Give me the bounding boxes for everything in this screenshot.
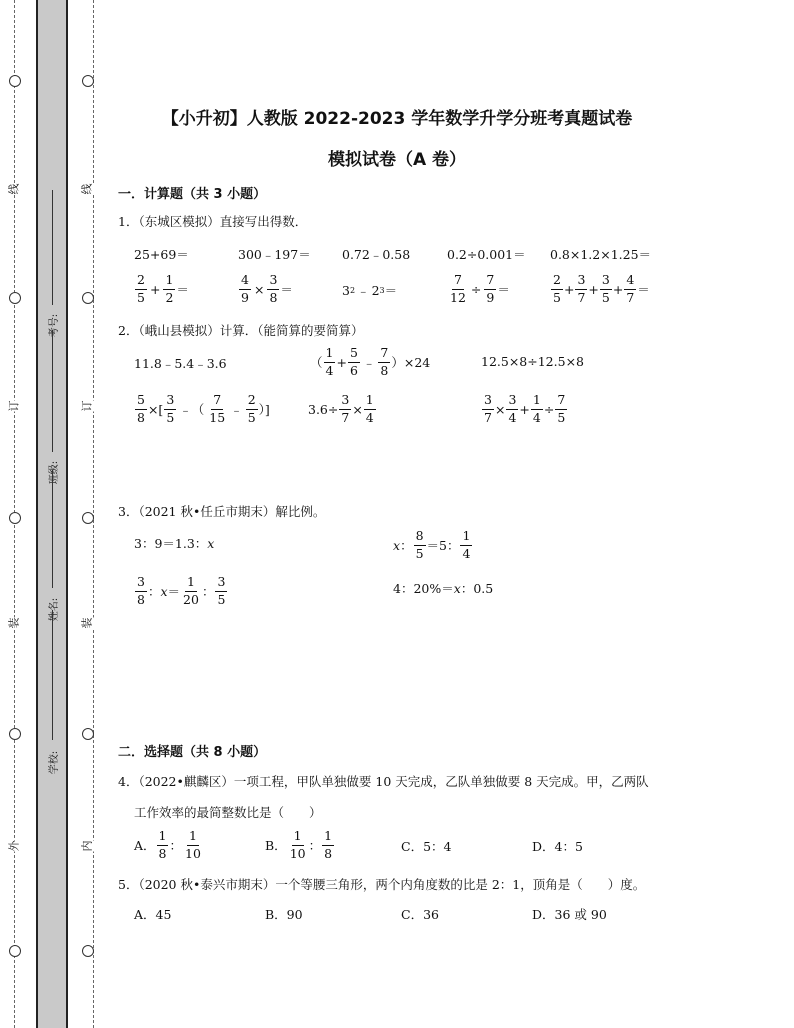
option-a[interactable]: A． 1 8 ： 1 10 bbox=[134, 828, 201, 861]
option-b[interactable]: B． 1 10 ： 1 8 bbox=[265, 828, 333, 861]
math-item: $\frac{4}{9}$ × $\frac{3}{8}$ ＝ bbox=[241, 272, 293, 305]
option-d[interactable]: D．4：5 bbox=[532, 839, 583, 854]
option-c[interactable]: C．5：4 bbox=[401, 839, 452, 854]
question-stem: 4．（2022•麒麟区）一项工程，甲队单独做要 10 天完成，乙队单独做要 8 天完成。甲，乙两队 bbox=[118, 774, 649, 789]
field-label: 姓名: bbox=[49, 597, 61, 622]
hole-circle bbox=[82, 945, 94, 957]
math-item: x ： 8 5 ＝5： 1 4 bbox=[393, 528, 471, 561]
math-item: 11.8﹣5.4﹣3.6 bbox=[134, 356, 227, 371]
option-c[interactable]: C．36 bbox=[401, 907, 439, 922]
hole-circle bbox=[9, 292, 21, 304]
page-title: 【小升初】人教版 2022-2023 学年数学升学分班考真题试卷 bbox=[161, 109, 633, 129]
math-item: （ 1 4 + $\frac{5}{6}$ ﹣ 7 8 ）×24 bbox=[310, 345, 431, 378]
margin-char: 订 bbox=[80, 400, 94, 412]
math-item: 4：20%＝ x ：0.5 bbox=[393, 580, 494, 596]
math-item: 0.8×1.2×1.25＝ bbox=[550, 247, 652, 262]
math-item: 3：9＝1.3： x bbox=[134, 535, 215, 551]
math-item: 25+69＝ bbox=[134, 247, 189, 262]
question-stem: 1．（东城区模拟）直接写出得数． bbox=[118, 214, 308, 229]
section-heading: 二．选择题（共 8 小题） bbox=[118, 745, 267, 760]
math-item: 12.5×8÷12.5×8 bbox=[481, 354, 584, 369]
field-label: 考号: bbox=[49, 313, 61, 338]
math-item: $\frac{3}{7}$ × $\frac{3}{4}$ + $\frac{1}{4}$ ÷ $\frac{7}{5}$ bbox=[484, 392, 566, 425]
margin-char: 线 bbox=[7, 183, 21, 195]
hole-circle bbox=[9, 945, 21, 957]
math-item: 0.72﹣0.58 bbox=[342, 247, 411, 262]
hole-circle bbox=[82, 292, 94, 304]
hole-circle bbox=[82, 75, 94, 87]
math-item: $\frac{7}{12}$ ÷ $\frac{7}{9}$ ＝ bbox=[450, 272, 510, 305]
page-subtitle: 模拟试卷（A 卷） bbox=[327, 150, 467, 170]
option-a[interactable]: A．45 bbox=[134, 907, 172, 922]
question-stem: 3．（2021 秋•任丘市期末）解比例。 bbox=[118, 504, 326, 519]
hole-circle bbox=[9, 75, 21, 87]
math-item: 3.6÷ $\frac{3}{7}$ × $\frac{1}{4}$ bbox=[308, 392, 374, 425]
math-item: 2 5 + $\frac{3}{7}$ + $\frac{3}{5}$ + $\frac{4}{7}$ ＝ bbox=[553, 272, 650, 305]
school-field[interactable] bbox=[39, 610, 61, 775]
name-field[interactable] bbox=[39, 470, 61, 620]
class-field[interactable] bbox=[39, 330, 61, 485]
math-item: 0.2÷0.001＝ bbox=[447, 247, 526, 262]
question-stem: 工作效率的最简整数比是（ ） bbox=[134, 805, 322, 820]
option-d[interactable]: D．36 或 90 bbox=[532, 907, 607, 922]
section-heading: 一．计算题（共 3 小题） bbox=[118, 187, 267, 202]
exam-number-field[interactable] bbox=[39, 190, 61, 340]
margin-char: 订 bbox=[7, 400, 21, 412]
margin-char: 外 bbox=[7, 840, 21, 852]
math-item: $\frac{5}{8}$ ×[ 3 5 ﹣（ 7 15 ﹣ 2 5 ）] bbox=[137, 392, 270, 425]
hole-circle bbox=[9, 728, 21, 740]
margin-char: 线 bbox=[80, 183, 94, 195]
hole-circle bbox=[9, 512, 21, 524]
hole-circle bbox=[82, 512, 94, 524]
margin-char: 装 bbox=[7, 617, 21, 629]
margin-char: 装 bbox=[80, 617, 94, 629]
margin-char: 内 bbox=[80, 840, 94, 852]
math-item: 2 5 + $\frac{1}{2}$ ＝ bbox=[137, 272, 189, 305]
math-item: 300﹣197＝ bbox=[238, 247, 311, 262]
option-b[interactable]: B．90 bbox=[265, 907, 303, 922]
field-label: 班级: bbox=[49, 460, 61, 485]
question-stem: 5．（2020 秋•泰兴市期末）一个等腰三角形，两个内角度数的比是 2：1，顶角是（ ）度。 bbox=[118, 877, 646, 892]
math-item: 3 2 ﹣ 2 3 ＝ bbox=[342, 282, 398, 298]
question-stem: 2．（峨山县模拟）计算．（能简算的要简算） bbox=[118, 323, 364, 338]
math-item: 3 8 ： x ＝ 1 20 ： 3 5 bbox=[137, 574, 226, 607]
field-label: 学校: bbox=[49, 750, 61, 775]
hole-circle bbox=[82, 728, 94, 740]
